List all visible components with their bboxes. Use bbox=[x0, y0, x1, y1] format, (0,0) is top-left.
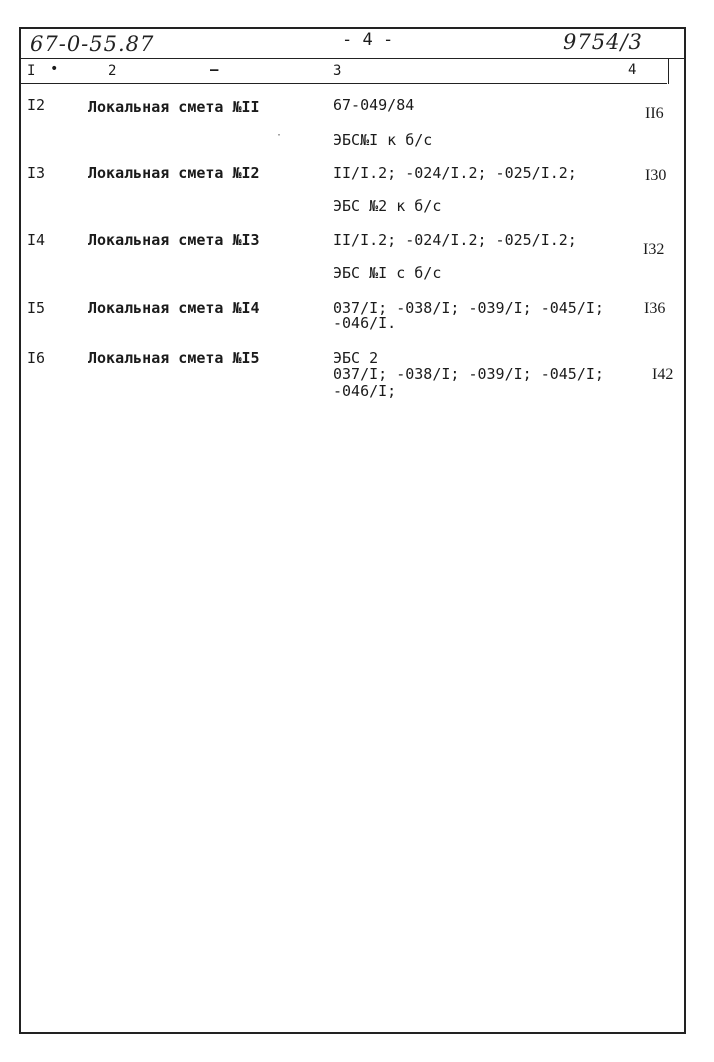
row-code-1: 67-049/84 bbox=[333, 96, 415, 114]
row-name: Локальная смета №I4 bbox=[88, 299, 260, 317]
column-header-4: 4 bbox=[628, 62, 637, 78]
document-code: 67-0-55.87 bbox=[30, 32, 155, 56]
row-value: I36 bbox=[644, 300, 666, 317]
row-number: I6 bbox=[27, 349, 46, 367]
column-header-2: 2 bbox=[108, 63, 117, 79]
row-code-1: ЭБС 2 bbox=[333, 349, 379, 367]
column-header-divider bbox=[668, 58, 669, 84]
row-code-2: -046/I. bbox=[333, 314, 397, 332]
column-header-rule bbox=[21, 83, 667, 84]
row-value: II6 bbox=[645, 105, 664, 122]
row-number: I3 bbox=[27, 164, 46, 182]
row-code-1: II/I.2; -024/I.2; -025/I.2; bbox=[333, 231, 577, 249]
header-rule bbox=[19, 58, 686, 59]
column-header-dash: – bbox=[210, 62, 219, 78]
column-header-3: 3 bbox=[333, 63, 342, 79]
scan-dot: · bbox=[276, 130, 283, 141]
row-code-3: -046/I; bbox=[333, 382, 397, 400]
row-name: Локальная смета №I2 bbox=[88, 164, 260, 182]
row-code-2: 037/I; -038/I; -039/I; -045/I; bbox=[333, 365, 604, 383]
row-value: I32 bbox=[643, 241, 665, 258]
row-code-1: 037/I; -038/I; -039/I; -045/I; bbox=[333, 299, 604, 317]
row-number: I2 bbox=[27, 96, 46, 114]
inventory-number: 9754/3 bbox=[563, 30, 643, 54]
row-code-2: ЭБС №2 к б/с bbox=[333, 197, 442, 215]
row-value: I42 bbox=[652, 366, 674, 383]
row-name: Локальная смета №II bbox=[88, 98, 260, 116]
row-name: Локальная смета №I3 bbox=[88, 231, 260, 249]
row-value: I30 bbox=[645, 167, 667, 184]
row-code-2: ЭБС№I к б/с bbox=[333, 131, 433, 149]
row-code-2: ЭБС №I с б/с bbox=[333, 264, 442, 282]
row-number: I4 bbox=[27, 231, 46, 249]
row-code-1: II/I.2; -024/I.2; -025/I.2; bbox=[333, 164, 577, 182]
column-header-mark: • bbox=[50, 61, 59, 77]
row-name: Локальная смета №I5 bbox=[88, 349, 260, 367]
page-number: - 4 - bbox=[342, 30, 394, 50]
column-header-1: I bbox=[27, 63, 36, 79]
row-number: I5 bbox=[27, 299, 46, 317]
